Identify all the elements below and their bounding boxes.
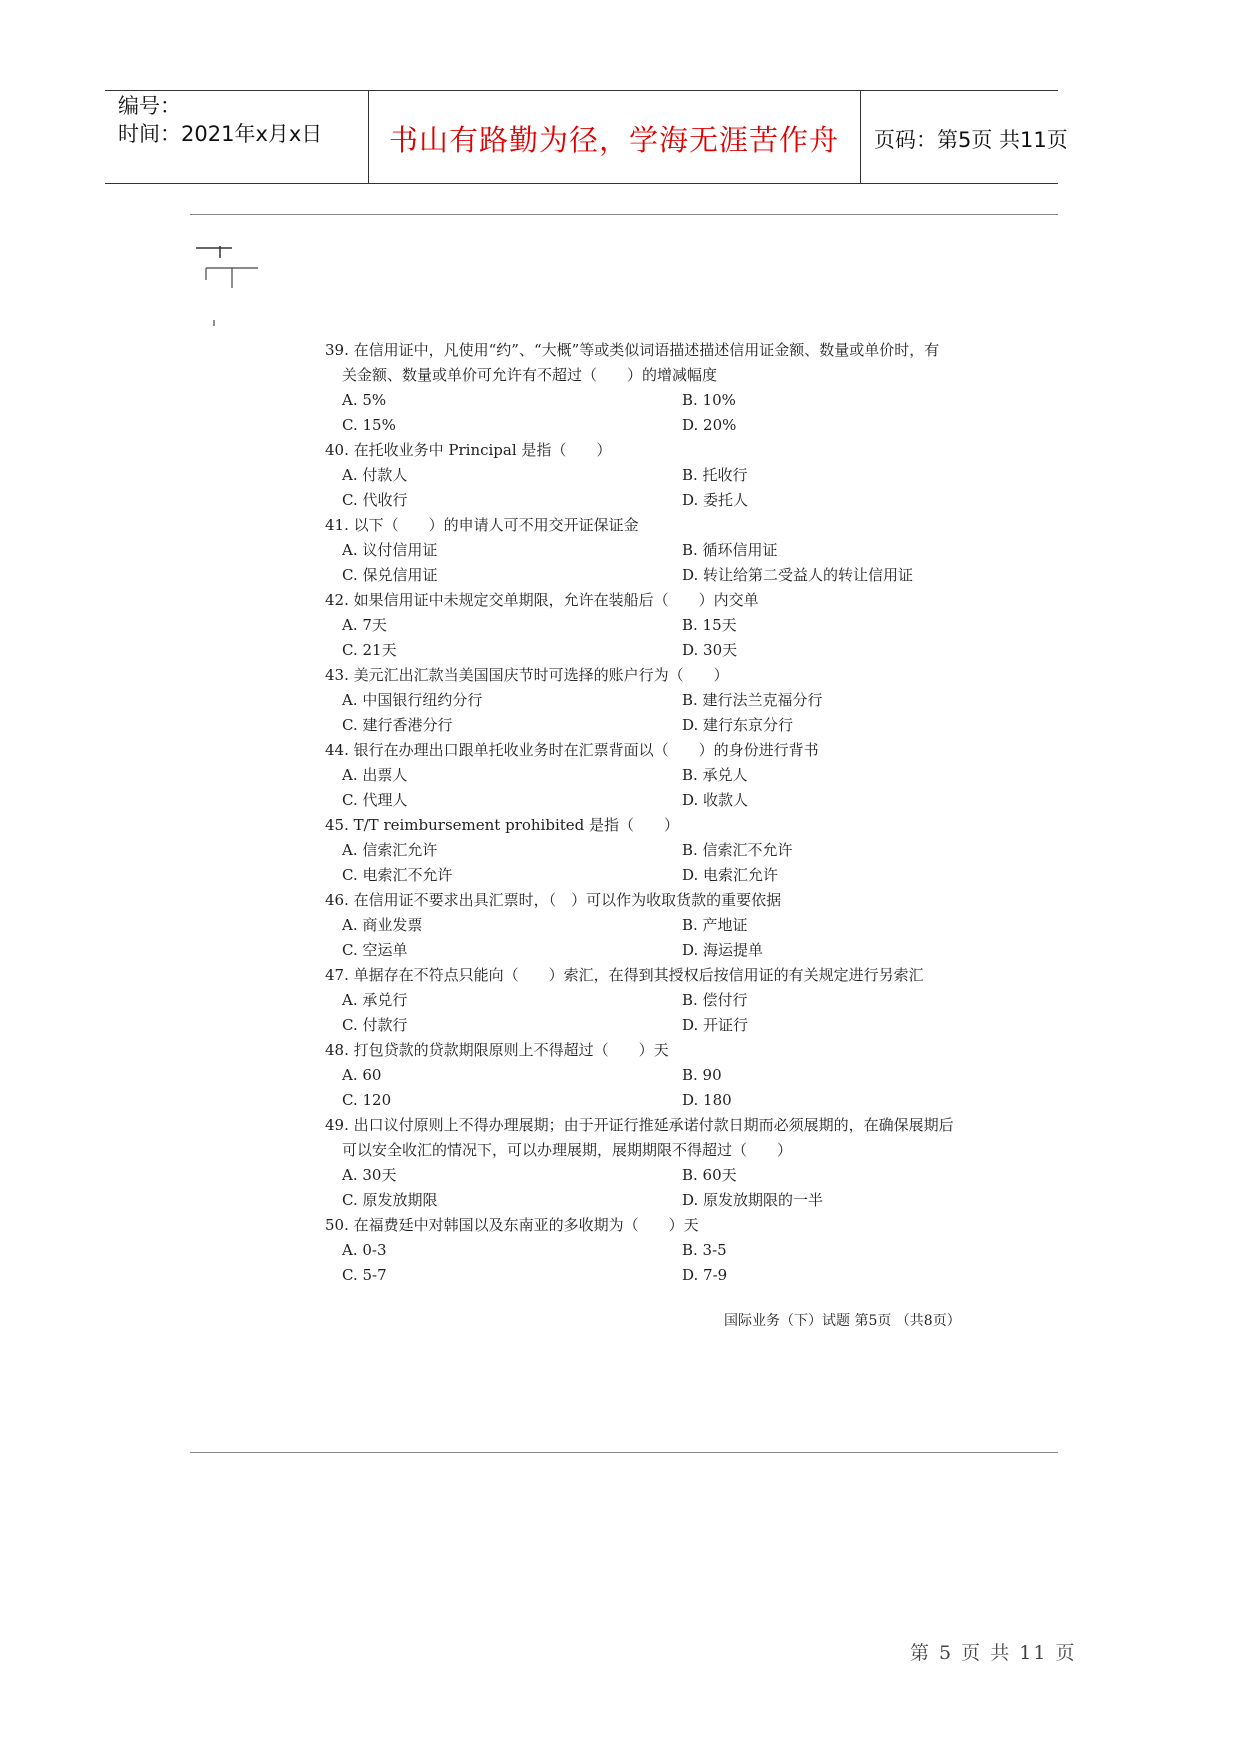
option-a: A. 60: [342, 1066, 382, 1084]
option-c: C. 120: [342, 1091, 392, 1109]
scan-artifact-mark: [196, 246, 266, 326]
question-47: [325, 963, 1015, 1038]
option-c: C. 21天: [342, 641, 397, 659]
question-48: [325, 1038, 1015, 1113]
option-b: B. 10%: [682, 391, 736, 409]
option-c: C. 空运单: [342, 941, 408, 959]
content-top-rule: [190, 214, 1058, 215]
header-bottom-rule: [105, 183, 1058, 184]
option-c: C. 代收行: [342, 491, 408, 509]
question-text: 49. 出口议付原则上不得办理展期；由于开证行推延承诺付款日期而必须展期的，在确保展期后: [325, 1116, 954, 1134]
option-b: B. 信索汇不允许: [682, 841, 793, 859]
question-text: 41. 以下（ ）的申请人可不用交开证保证金: [325, 516, 639, 534]
option-a: A. 承兑行: [342, 991, 408, 1009]
option-d: D. 开证行: [682, 1016, 749, 1034]
option-d: D. 收款人: [682, 791, 749, 809]
option-grid: [325, 688, 1015, 738]
option-d: D. 建行东京分行: [682, 716, 794, 734]
question-text: 40. 在托收业务中 Principal 是指（ ）: [325, 441, 612, 459]
option-grid: [325, 763, 1015, 813]
question-45: [325, 813, 1015, 888]
option-c: C. 电索汇不允许: [342, 866, 453, 884]
option-b: B. 60天: [682, 1166, 737, 1184]
question-39: [325, 338, 1015, 438]
option-grid: [325, 913, 1015, 963]
option-a: A. 中国银行纽约分行: [342, 691, 483, 709]
question-text: 42. 如果信用证中未规定交单期限，允许在装船后（ ）内交单: [325, 591, 759, 609]
option-b: B. 偿付行: [682, 991, 748, 1009]
option-a: A. 议付信用证: [342, 541, 438, 559]
option-a: A. 0-3: [342, 1241, 387, 1259]
option-b: B. 托收行: [682, 466, 748, 484]
header-top-rule: [105, 90, 1058, 91]
option-d: D. 30天: [682, 641, 738, 659]
header-divider: [860, 90, 861, 183]
question-text-cont: 可以安全收汇的情况下，可以办理展期，展期期限不得超过（ ）: [342, 1141, 793, 1159]
option-c: C. 保兑信用证: [342, 566, 438, 584]
option-grid: [325, 463, 1015, 513]
option-b: B. 15天: [682, 616, 737, 634]
question-text: 46. 在信用证不要求出具汇票时，（ ）可以作为收取货款的重要依据: [325, 891, 782, 909]
option-grid: [325, 1238, 1015, 1288]
option-a: A. 商业发票: [342, 916, 423, 934]
question-text: 50. 在福费廷中对韩国以及东南亚的多收期为（ ）天: [325, 1216, 699, 1234]
question-text: 44. 银行在办理出口跟单托收业务时在汇票背面以（ ）的身份进行背书: [325, 741, 819, 759]
option-b: B. 建行法兰克福分行: [682, 691, 823, 709]
question-49: [325, 1113, 1015, 1213]
option-grid: [325, 838, 1015, 888]
question-50: [325, 1213, 1015, 1288]
option-c: C. 5-7: [342, 1266, 387, 1284]
option-b: B. 承兑人: [682, 766, 748, 784]
option-d: D. 委托人: [682, 491, 749, 509]
option-d: D. 原发放期限的一半: [682, 1191, 824, 1209]
option-a: A. 7天: [342, 616, 387, 634]
option-a: A. 付款人: [342, 466, 408, 484]
option-b: B. 循环信用证: [682, 541, 778, 559]
content-bottom-rule: [190, 1452, 1058, 1453]
question-text: 45. T/T reimbursement prohibited 是指（ ）: [325, 816, 680, 834]
option-a: A. 信索汇允许: [342, 841, 438, 859]
option-grid: [325, 538, 1015, 588]
question-text: 39. 在信用证中，凡使用“约”、“大概”等或类似词语描述描述信用证金额、数量或单价时，有: [325, 341, 940, 359]
option-c: C. 代理人: [342, 791, 408, 809]
option-grid: [325, 613, 1015, 663]
option-d: D. 海运提单: [682, 941, 764, 959]
option-d: D. 180: [682, 1091, 732, 1109]
option-d: D. 电索汇允许: [682, 866, 779, 884]
header-motto: 书山有路勤为径，学海无涯苦作舟: [388, 123, 839, 157]
question-43: [325, 663, 1015, 738]
question-text-cont: 关金额、数量或单价可允许有不超过（ ）的增减幅度: [342, 366, 718, 384]
option-d: D. 转让给第二受益人的转让信用证: [682, 566, 914, 584]
question-text: 43. 美元汇出汇款当美国国庆节时可选择的账户行为（ ）: [325, 666, 729, 684]
question-text: 48. 打包贷款的贷款期限原则上不得超过（ ）天: [325, 1041, 669, 1059]
option-c: C. 原发放期限: [342, 1191, 438, 1209]
option-d: D. 7-9: [682, 1266, 728, 1284]
option-grid: [325, 1063, 1015, 1113]
question-42: [325, 588, 1015, 663]
option-a: A. 5%: [342, 391, 387, 409]
option-b: B. 90: [682, 1066, 722, 1084]
option-c: C. 建行香港分行: [342, 716, 453, 734]
option-grid: [325, 1163, 1015, 1213]
page-footer: 第 5 页 共 11 页: [910, 1642, 1077, 1664]
question-text: 47. 单据存在不符点只能向（ ）索汇，在得到其授权后按信用证的有关规定进行另索汇: [325, 966, 924, 984]
option-b: B. 产地证: [682, 916, 748, 934]
header-meta: [118, 92, 322, 148]
question-41: [325, 513, 1015, 588]
option-grid: [325, 388, 1015, 438]
option-b: B. 3-5: [682, 1241, 727, 1259]
time-label: 时间：2021年x月x日: [118, 122, 323, 146]
question-46: [325, 888, 1015, 963]
number-label: 编号：: [118, 94, 181, 118]
question-40: [325, 438, 1015, 513]
header-page-code: 页码：第5页 共11页: [874, 128, 1068, 152]
exam-page-note: 国际业务（下）试题 第5页 （共8页）: [724, 1313, 961, 1329]
option-grid: [325, 988, 1015, 1038]
option-c: C. 付款行: [342, 1016, 408, 1034]
option-c: C. 15%: [342, 416, 396, 434]
option-a: A. 出票人: [342, 766, 408, 784]
question-list: [325, 338, 1015, 1288]
option-d: D. 20%: [682, 416, 737, 434]
question-44: [325, 738, 1015, 813]
option-a: A. 30天: [342, 1166, 397, 1184]
